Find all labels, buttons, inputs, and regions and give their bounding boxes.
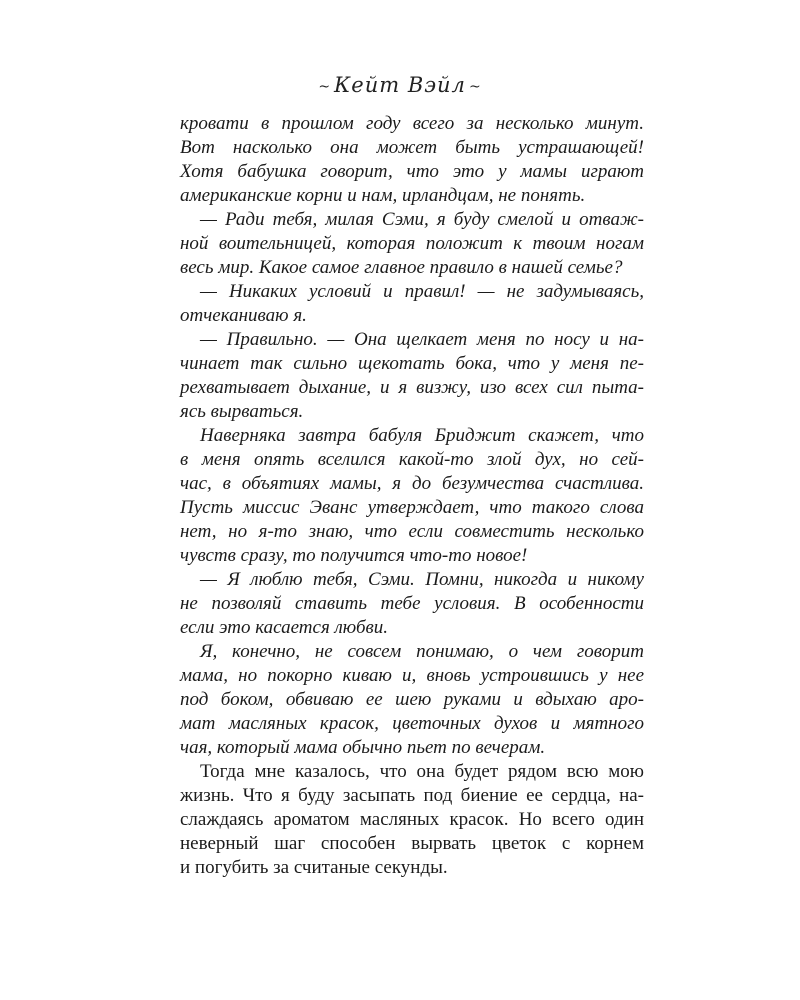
text-line: — Я люблю тебя, Сэми. Помни, никогда и никому (200, 569, 644, 590)
paragraph (180, 640, 644, 760)
text-line: — Никаких условий и правил! — не задумываясь, (200, 281, 644, 302)
running-title: Кейт Вэйл (334, 73, 466, 97)
text-line: Пусть миссис Эванс утверждает, что такого слова (180, 497, 644, 518)
text-line: Хотя бабушка говорит, что это у мамы играют (180, 161, 644, 182)
text-line: отчеканиваю я. (180, 305, 307, 326)
flourish-left-ornament: ~ (318, 78, 332, 95)
paragraph (180, 280, 644, 328)
text-line: чинает так сильно щекотать бока, что у меня пе- (180, 353, 644, 374)
text-line: нет, но я-то знаю, что если совместить несколько (180, 521, 644, 542)
paragraph (180, 208, 644, 280)
text-line: — Правильно. — Она щелкает меня по носу и на- (200, 329, 644, 350)
text-line: в меня опять вселился какой-то злой дух, но сей- (180, 449, 644, 470)
text-line: мама, но покорно киваю и, вновь устроившись у нее (180, 665, 644, 686)
running-header (0, 73, 800, 97)
text-line: чувств сразу, то получится что-то новое! (180, 545, 528, 566)
text-line: слаждаясь ароматом масляных красок. Но всего один (180, 809, 644, 830)
text-line: жизнь. Что я буду засыпать под биение ее сердца, на- (180, 785, 644, 806)
paragraph (180, 568, 644, 640)
text-line: ной воительницей, которая положит к твоим ногам (180, 233, 644, 254)
text-line: час, в объятиях мамы, я до безумчества счастлива. (180, 473, 644, 494)
text-line: мат масляных красок, цветочных духов и мятного (180, 713, 644, 734)
body-text (180, 112, 644, 880)
text-line: Вот насколько она может быть устрашающей! (180, 137, 644, 158)
text-line: ясь вырваться. (180, 401, 304, 422)
text-line: и погубить за считаные секунды. (180, 857, 448, 878)
text-line: кровати в прошлом году всего за несколько минут. (180, 113, 644, 134)
text-line: Наверняка завтра бабуля Бриджит скажет, что (200, 425, 644, 446)
paragraph (180, 112, 644, 208)
paragraph (180, 328, 644, 424)
text-line: под боком, обвиваю ее шею руками и вдыхаю аро- (180, 689, 644, 710)
text-line: весь мир. Какое самое главное правило в нашей семье? (180, 257, 623, 278)
text-line: не позволяй ставить тебе условия. В особенности (180, 593, 644, 614)
flourish-right-ornament: ~ (468, 78, 482, 95)
text-line: Тогда мне казалось, что она будет рядом всю мою (200, 761, 644, 782)
text-line: американские корни и нам, ирландцам, не понять. (180, 185, 586, 206)
paragraph (180, 760, 644, 880)
text-line: рехватывает дыхание, и я визжу, изо всех сил пыта- (180, 377, 644, 398)
text-line: Я, конечно, не совсем понимаю, о чем говорит (200, 641, 644, 662)
text-line: чая, который мама обычно пьет по вечерам. (180, 737, 546, 758)
text-line: если это касается любви. (180, 617, 389, 638)
paragraph (180, 424, 644, 568)
text-line: неверный шаг способен вырвать цветок с корнем (180, 833, 644, 854)
text-line: — Ради тебя, милая Сэми, я буду смелой и отваж- (200, 209, 644, 230)
